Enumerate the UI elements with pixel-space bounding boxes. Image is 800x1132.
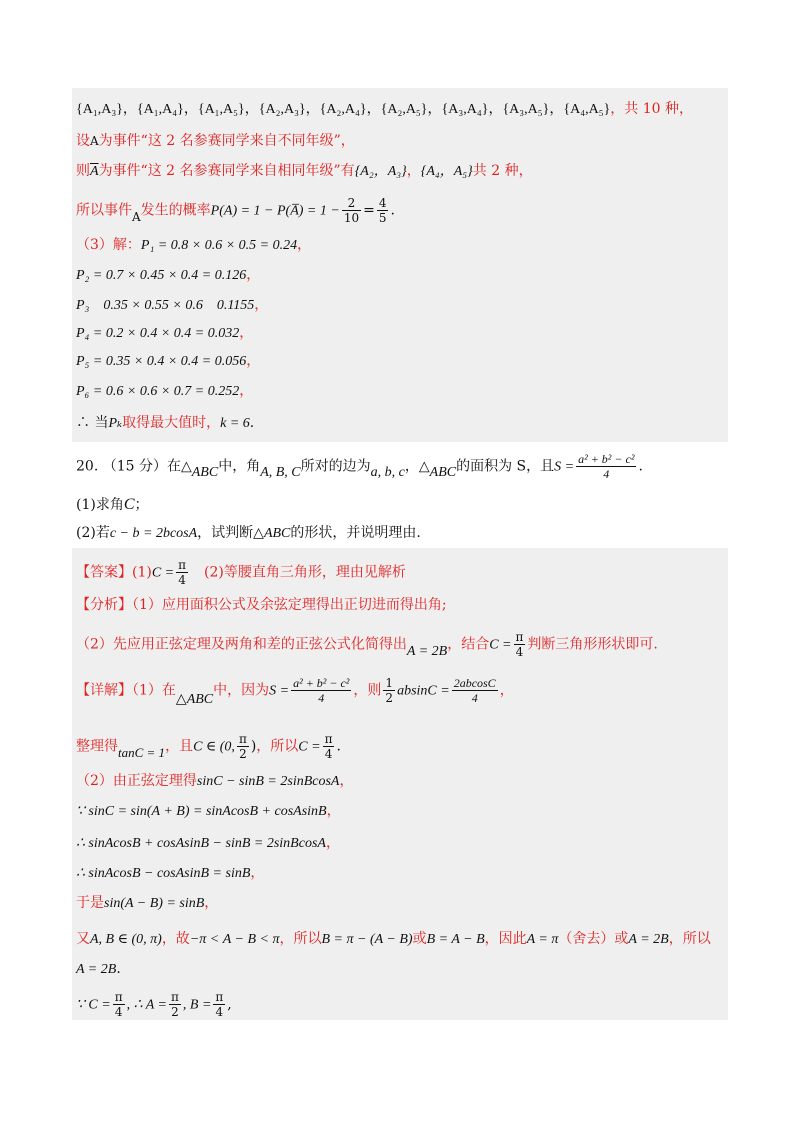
p3-line: P₃ 0.35 × 0.55 × 0.6 0.1155， <box>76 297 269 313</box>
fraction: $\frac{\pi}{4}$ <box>215 990 224 1019</box>
event-abar-line: 则$\overline{A}$为事件“这 2 名参赛同学来自相同年级”有{A₂，A₃}，{A₄，A₅}共 2 种， <box>76 163 533 179</box>
p2-line: P₂ = 0.7 × 0.45 × 0.4 = 0.126， <box>76 267 261 283</box>
fraction: $\frac{2abcosC}{4}$ <box>453 676 496 705</box>
fraction: $\frac{\pi}{4}$ <box>324 732 333 761</box>
max-k-line: ∴ 当Pₖ取得最大值时，k = 6. <box>76 415 255 431</box>
detail-line-7: 于是sin(A − B) = sinB， <box>76 895 219 911</box>
fraction: $\frac{\pi}{2}$ <box>238 732 247 761</box>
fraction: $\frac{\pi}{4}$ <box>114 990 123 1019</box>
question-20-part2: (2)若c − b = 2bcosA，试判断△ABC的形状，并说明理由. <box>76 525 421 541</box>
sets-line: {A₁,A₃}，{A₁,A₄}，{A₁,A₅}，{A₂,A₃}，{A₂,A₄}，{A₂,A₅}，{A₃,A₄}，{A₃,A₅}，{A₄,A₅}，共 10 种， <box>76 101 694 117</box>
detail-line-2: 整理得tanC = 1，且C ∈ (0, $\frac{\pi}{2}$ )，所以C = $\frac{\pi}{4}$ . <box>76 732 341 761</box>
question-20-part1: (1)求角C； <box>76 496 149 513</box>
question-20-stem: 20. （15 分）在△ABC中，角A, B, C所对的边为a, b, c，△ABC的面积为 S，且S = $\frac{\text{a² + b² − c²}}{4}$ . <box>76 452 643 481</box>
detail-line-6: ∴ sinAcosB − cosAsinB = sinB， <box>76 865 265 881</box>
fraction: $\frac{1}{2}$ <box>385 676 394 705</box>
event-a-line: 设A为事件“这 2 名参赛同学来自不同年级”， <box>76 133 355 149</box>
fraction: $\frac{\pi}{2}$ <box>171 990 179 1019</box>
fraction: $\frac{\pi}{4}$ <box>515 630 524 659</box>
fraction: $\frac{\pi}{4}$ <box>178 558 187 587</box>
detail-line-1: 【详解】（1）在△ABC中，因为S = $\frac{\text{a² + b² − c²}}{4}$ ，则 $\frac{1}{2}$ absinC = $\frac{2abcosC}{4}$ ， <box>76 676 514 707</box>
fraction: $\frac{\text{a² + b² − c²}}{4}$ <box>293 676 350 705</box>
detail-line-8: 又A, B ∈ (0, π)，故−π < A − B < π，所以B = π − (A − B)或B = A − B，因此A = π（舍去）或A = 2B，所以 <box>76 931 711 947</box>
fraction: $\frac{2}{10}$ <box>343 196 360 225</box>
fraction: $\frac{\text{a² + b² − c²}}{4}$ <box>578 452 635 481</box>
probability-line: 所以事件A发生的概率P(A) = 1 − P(A̅) = 1 − $\frac{2}{10}$ = $\frac{4}{5}$ . <box>76 196 395 225</box>
detail-line-9: A = 2B. <box>76 961 121 977</box>
detail-line-4: ∵ sinC = sin(A + B) = sinAcosB + cosAsinB， <box>76 803 341 819</box>
detail-line-5: ∴ sinAcosB + cosAsinB − sinB = 2sinBcosA， <box>76 835 340 851</box>
analysis-line-2: （2）先应用正弦定理及两角和差的正弦公式化简得出A = 2B，结合C = $\frac{\pi}{4}$ 判断三角形形状即可. <box>76 630 658 659</box>
detail-line-3: （2）由正弦定理得sinC − sinB = 2sinBcosA， <box>76 773 354 789</box>
p4-line: P₄ = 0.2 × 0.4 × 0.4 = 0.032， <box>76 325 254 341</box>
fraction: $\frac{4}{5}$ <box>378 196 387 225</box>
answer-line: 【答案】(1)C = $\frac{\pi}{4}$ (2)等腰直角三角形，理由见解析 <box>76 558 406 587</box>
p6-line: P₆ = 0.6 × 0.6 × 0.7 = 0.252， <box>76 383 254 399</box>
analysis-line-1: 【分析】（1）应用面积公式及余弦定理得出正切进而得出角; <box>76 597 447 613</box>
p5-line: P₅ = 0.35 × 0.4 × 0.4 = 0.056， <box>76 353 261 369</box>
detail-line-10: ∵ C = $\frac{\pi}{4}$ , ∴ A = $\frac{\pi}{2}$ , B = $\frac{\pi}{4}$ , <box>76 990 232 1019</box>
part3-p1-line: （3）解：P₁ = 0.8 × 0.6 × 0.5 = 0.24， <box>76 237 312 253</box>
